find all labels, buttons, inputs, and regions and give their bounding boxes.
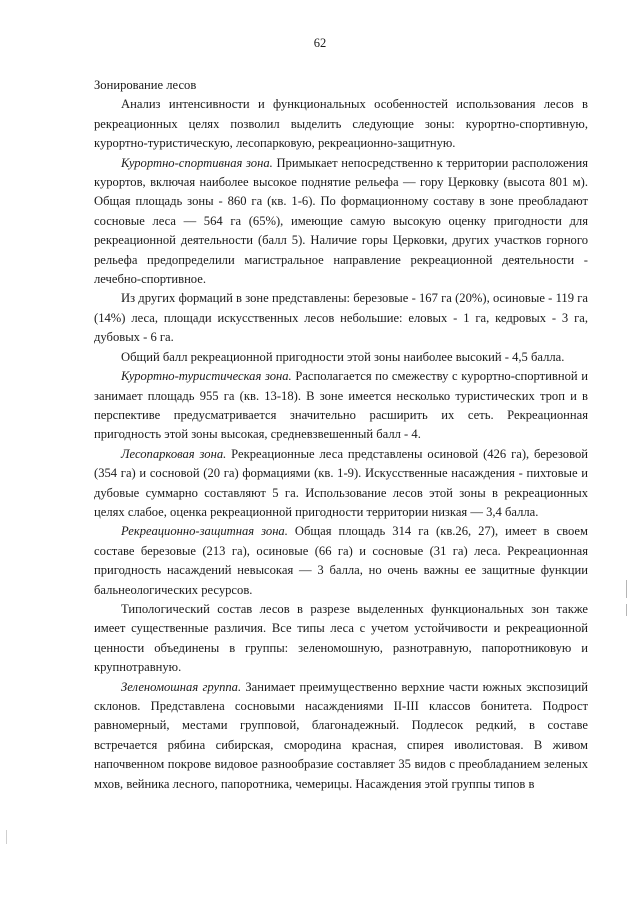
paragraph-protective-zone bbox=[94, 522, 588, 600]
paragraph-intro bbox=[94, 95, 588, 153]
zone-title: Курортно-спортивная зона. bbox=[121, 155, 273, 170]
zone-title: Курортно-туристическая зона. bbox=[121, 369, 292, 384]
zone-title: Рекреационно-защитная зона. bbox=[121, 524, 288, 539]
paragraph-text: Общая площадь 314 га (кв.26, 27), имеет в своем составе березовые (213 га), осиновые (66 га) и сосновые (31 га) леса. Рекреационная пригодность насаждений невысокая — 3 балла, но очень важны ее защитные функции бальнеологических ресурсов. bbox=[94, 524, 588, 597]
scan-edge-mark bbox=[6, 830, 7, 844]
paragraph-green-moss-group bbox=[94, 678, 588, 794]
paragraph-text: Анализ интенсивности и функциональных особенностей использования лесов в рекреационных целях позволил выделить следующие зоны: курортно-спортивную, курортно-туристическую, лесопарковую, рекреационно-защитную. bbox=[94, 97, 588, 151]
paragraph-text: Занимает преимущественно верхние части южных экспозиций склонов. Представлена сосновыми насаждениями II-III классов бонитета. Подрост равномерный, местами групповой, благонадежный. Подлесок редкий, в составе встречается рябина сибирская, смородина красная, спирея иволистовая. В живом напочвенном покрове видовое разнообразие составляет 35 видов с преобладанием зеленых мхов, вейника лесного, папоротника, чемерицы. Насаждения этой группы типов в bbox=[94, 679, 588, 791]
document-body bbox=[94, 76, 588, 794]
paragraph-overall-score bbox=[94, 348, 588, 367]
section-heading: Зонирование лесов bbox=[94, 78, 197, 92]
paragraph-typological-composition bbox=[94, 600, 588, 678]
paragraph-text: Общий балл рекреационной пригодности этой зоны наиболее высокий - 4,5 балла. bbox=[121, 349, 565, 364]
paragraph-text: Располагается по смежеству с курортно-спортивной и занимает площадь 955 га (кв. 13-18). В зоне имеется несколько туристических троп и в перспективе предусматривается значительно расширить их сеть. Рекреационная пригодность этой зоны высокая, средневзвешенный балл - 4. bbox=[94, 369, 589, 442]
scan-edge-mark bbox=[626, 604, 627, 616]
scan-edge-mark bbox=[626, 580, 627, 598]
group-title: Зеленомошная группа. bbox=[121, 679, 242, 694]
paragraph-resort-tourist-zone bbox=[94, 367, 588, 445]
paragraph-resort-sport-zone bbox=[94, 154, 588, 290]
paragraph-forest-park-zone bbox=[94, 445, 588, 523]
paragraph-other-formations bbox=[94, 289, 588, 347]
paragraph-text: Типологический состав лесов в разрезе выделенных функциональных зон также имеет существенные различия. Все типы леса с учетом устойчивости и рекреационной ценности объединены в группы: зеленомошную, разнотравную, папоротниковую и крупнотравную. bbox=[94, 601, 588, 675]
page-number: 62 bbox=[313, 36, 327, 50]
zone-title: Лесопарковая зона. bbox=[121, 446, 227, 461]
paragraph-text: Рекреационные леса представлены осиновой (426 га), березовой (354 га) и сосновой (20 га) формациями (кв. 1-9). Искусственные насаждения - пихтовые и дубовые суммарно составляют 5 га. Использование лесов этой зоны в рекреационных целях слабое, оценка рекреационной пригодности территории низкая — 3,4 балла. bbox=[94, 446, 589, 519]
paragraph-text: Примыкает непосредственно к территории расположения курортов, включая наиболее высокое поднятие рельефа — гору Церковку (высота 801 м). Общая площадь зоны - 860 га (кв. 1-6). По формационному составу в зоне преобладают сосновые леса — 564 га (65%), имеющие самую высокую оценку пригодности для рекреационной деятельности (балл 5). Наличие горы Церковки, других участков горного рельефа предопределили магистральное направление рекреационной деятельности - лечебно-спортивное. bbox=[94, 155, 588, 287]
paragraph-text: Из других формаций в зоне представлены: березовые - 167 га (20%), осиновые - 119 га (14%) леса, площади искусственных лесов небольшие: еловых - 1 га, кедровых - 3 га, дубовых - 6 га. bbox=[94, 291, 588, 345]
